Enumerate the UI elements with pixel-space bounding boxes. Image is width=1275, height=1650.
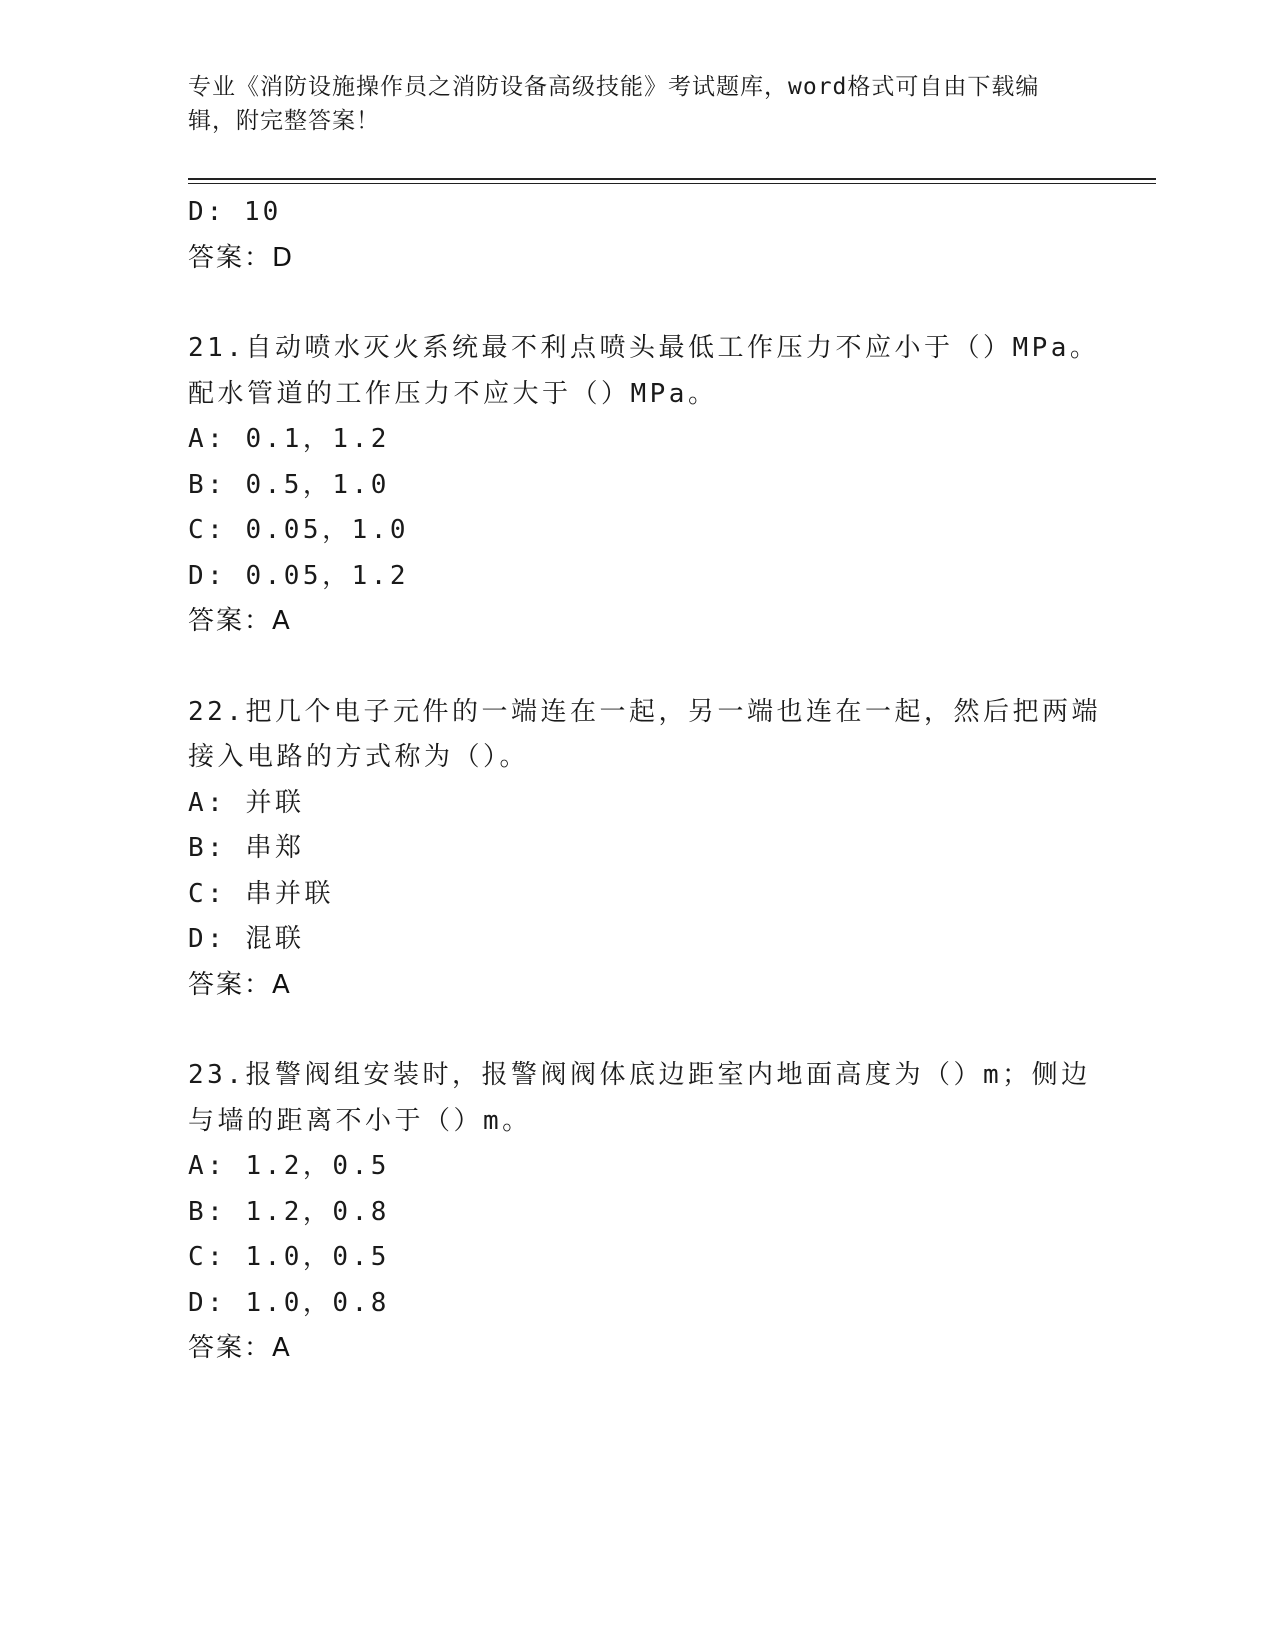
header-divider-thin: [188, 183, 1156, 184]
answer: 答案：A: [188, 1333, 292, 1363]
question-21: [188, 326, 1100, 645]
option-d: D: 混联: [188, 924, 305, 954]
option-d: D: 1.0，0.8: [188, 1287, 390, 1318]
option-a: A: 0.1，1.2: [188, 424, 390, 454]
option-b: B: 1.2，0.8: [188, 1196, 390, 1227]
question-gap: [188, 281, 1088, 326]
question-stem-line: 与墙的距离不小于（）m。: [188, 1105, 532, 1136]
header-divider-thick: [188, 178, 1156, 180]
question-23: [188, 1053, 1091, 1372]
option-b: B: 串郑: [188, 833, 305, 863]
option-b: B: 0.5，1.0: [188, 469, 390, 500]
header-title-line-2: 辑，附完整答案！: [188, 108, 380, 134]
answer: 答案：A: [188, 606, 292, 636]
document-header: [188, 70, 1068, 138]
question-22: [188, 690, 1101, 1009]
document-body: [188, 190, 1101, 1372]
prev-option-d: D: 10: [188, 197, 282, 227]
option-d: D: 0.05，1.2: [188, 560, 410, 591]
option-c: C: 1.0，0.5: [188, 1242, 390, 1272]
question-stem-line: 22.把几个电子元件的一端连在一起，另一端也连在一起，然后把两端: [188, 696, 1101, 727]
question-stem-line: 配水管道的工作压力不应大于（）MPa。: [188, 378, 718, 409]
question-stem-line: 接入电路的方式称为（）。: [188, 742, 530, 772]
question-stem-line: 23.报警阀组安装时，报警阀阀体底边距室内地面高度为（）m；侧边: [188, 1060, 1091, 1090]
option-c: C: 0.05，1.0: [188, 515, 410, 545]
option-c: C: 串并联: [188, 878, 334, 909]
header-title-line-1: 专业《消防设施操作员之消防设备高级技能》考试题库，word格式可自由下载编: [188, 74, 1040, 100]
answer: 答案：A: [188, 969, 292, 1000]
question-stem-line: 21.自动喷水灭火系统最不利点喷头最低工作压力不应小于（）MPa。: [188, 333, 1100, 363]
option-a: A: 1.2，0.5: [188, 1151, 390, 1181]
question-gap: [188, 645, 1088, 690]
question-gap: [188, 1008, 1088, 1053]
prev-answer: 答案：D: [188, 242, 295, 273]
option-a: A: 并联: [188, 787, 305, 818]
